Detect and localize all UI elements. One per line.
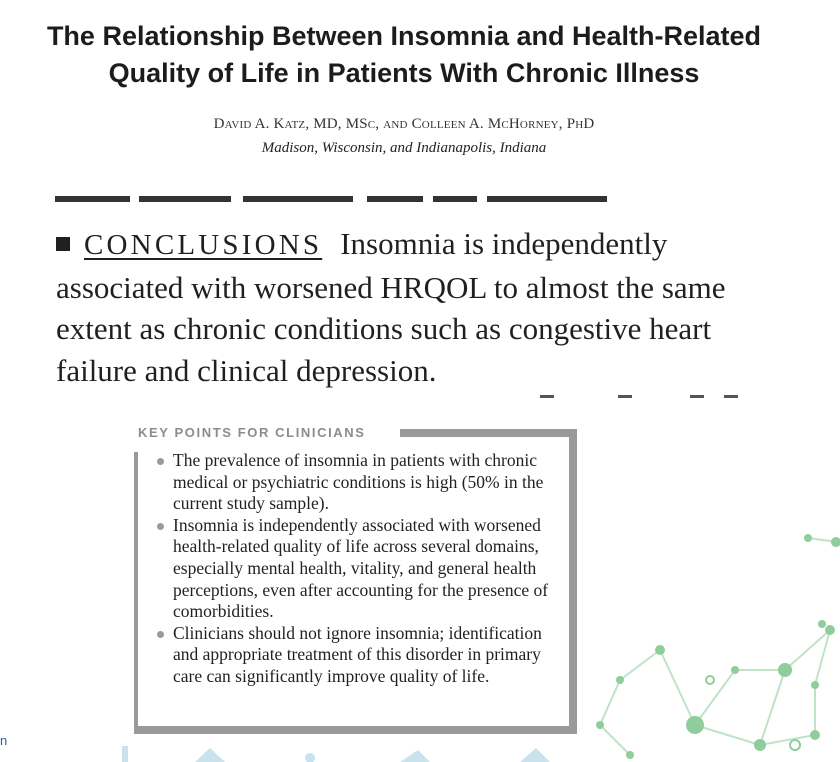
key-point-text: Clinicians should not ignore insomnia; identification and appropriate treatment of this disorder in primary care can significantly improve quality of life. [173, 622, 542, 686]
conclusion-heading: CONCLUSIONS [84, 229, 323, 261]
decorative-shapes [100, 738, 600, 762]
paper-title [0, 18, 808, 92]
bullet-dot-icon [157, 631, 164, 638]
list-item [156, 450, 556, 515]
authors: David A. Katz, MD, MSc, and Colleen A. McHorney, PhD [213, 116, 595, 132]
cropped-text-fragment [540, 395, 740, 403]
title-line-2: Quality of Life in Patients With Chronic Illness [108, 58, 700, 88]
key-points-frame-top [400, 429, 577, 437]
affiliation: Madison, Wisconsin, and Indianapolis, Indiana [261, 140, 547, 156]
key-point-text: The prevalence of insomnia in patients with chronic medical or psychiatric conditions is high (50% in the current study sample). [173, 450, 544, 514]
conclusion-paragraph [56, 223, 776, 391]
conclusion-text: Insomnia is independently associated with worsened HRQOL to almost the same extent as chronic conditions such as congestive heart failure and clinical depression. [56, 226, 726, 388]
title-line-1: The Relationship Between Insomnia and Health-Related [46, 21, 762, 51]
key-points-list [156, 450, 556, 688]
list-item [156, 515, 556, 623]
bullet-dot-icon [157, 458, 164, 465]
key-point-text: Insomnia is independently associated with worsened health-related quality of life across several domains, especially mental health, vitality, and general health perceptions, even after accounting for the presence of comorbidities. [173, 514, 549, 622]
corner-fragment: n [0, 733, 8, 748]
cropped-text-line [55, 196, 635, 210]
key-points-frame-bottom [134, 726, 577, 734]
bullet-square-icon [56, 237, 70, 251]
key-points-frame-left [134, 452, 138, 734]
list-item [156, 623, 556, 688]
key-points-heading: KEY POINTS FOR CLINICIANS [138, 425, 366, 440]
bullet-dot-icon [157, 523, 164, 530]
molecule-network-icon [560, 520, 840, 762]
